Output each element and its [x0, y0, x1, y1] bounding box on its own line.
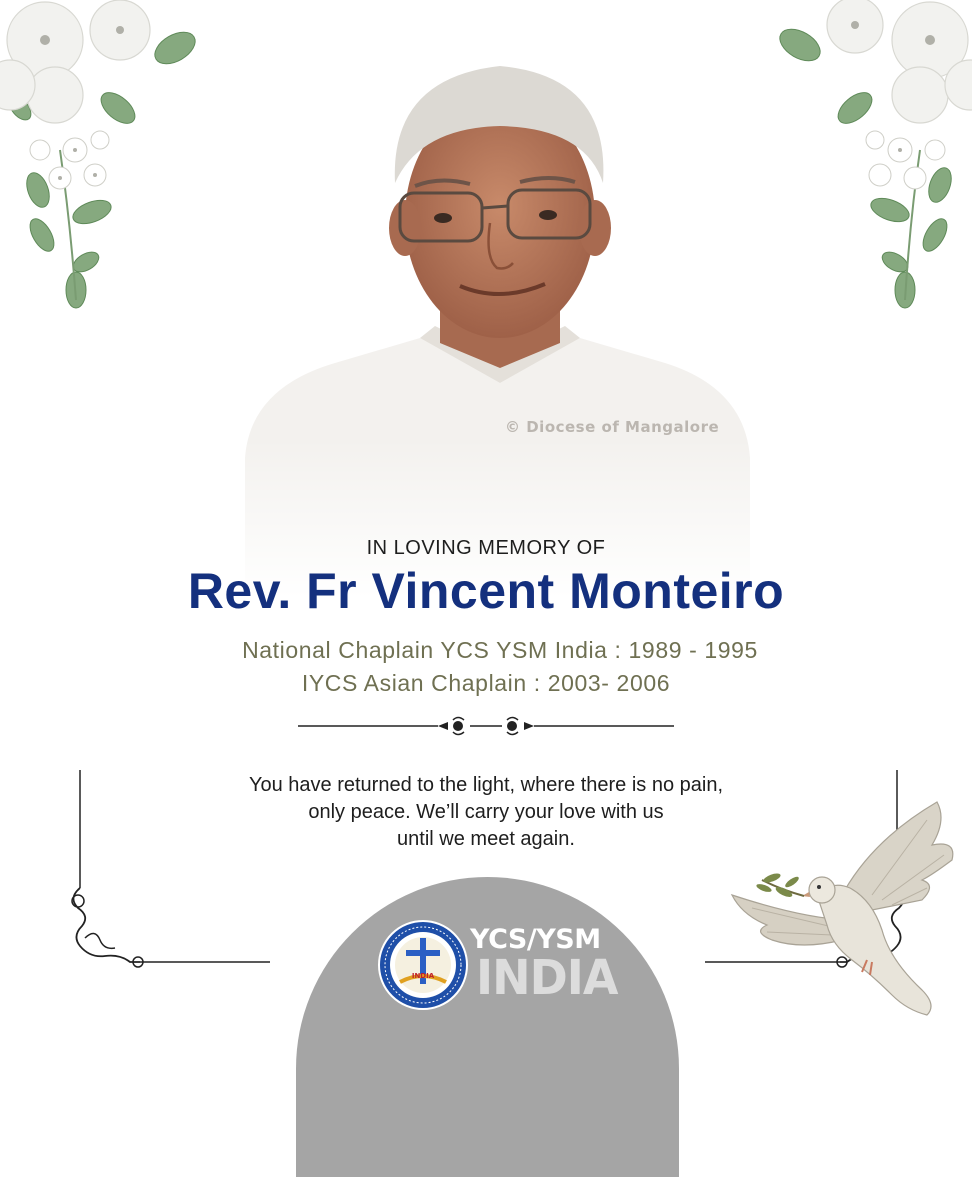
- frame-ornament-left-icon: [60, 768, 280, 978]
- flowers-right-icon: [760, 0, 972, 320]
- quote-line: until we meet again.: [397, 828, 575, 850]
- logo-text-secondary: INDIA: [476, 948, 618, 1006]
- role-line: IYCS Asian Chaplain : 2003- 2006: [301, 670, 671, 696]
- person-name: Rev. Fr Vincent Monteiro: [187, 563, 785, 619]
- photo-watermark: © Diocese of Mangalore: [505, 418, 720, 436]
- quote-line: You have returned to the light, where there is no pain,: [248, 774, 724, 796]
- logo-arch: [296, 877, 679, 1177]
- portrait-photo: [245, 58, 750, 598]
- flowers-left-icon: [0, 0, 240, 320]
- quote-line: only peace. We’ll carry your love with us: [308, 801, 664, 823]
- ornament-divider-icon: [298, 715, 674, 737]
- logo-emblem-icon: [378, 920, 468, 1010]
- dove-icon: [722, 800, 967, 1025]
- svg-text:INDIA: INDIA: [411, 972, 435, 980]
- logo-text-primary: YCS/YSM: [470, 924, 601, 955]
- role-line: National Chaplain YCS YSM India : 1989 - 1995: [242, 637, 758, 663]
- memorial-heading: IN LOVING MEMORY OF: [366, 537, 606, 559]
